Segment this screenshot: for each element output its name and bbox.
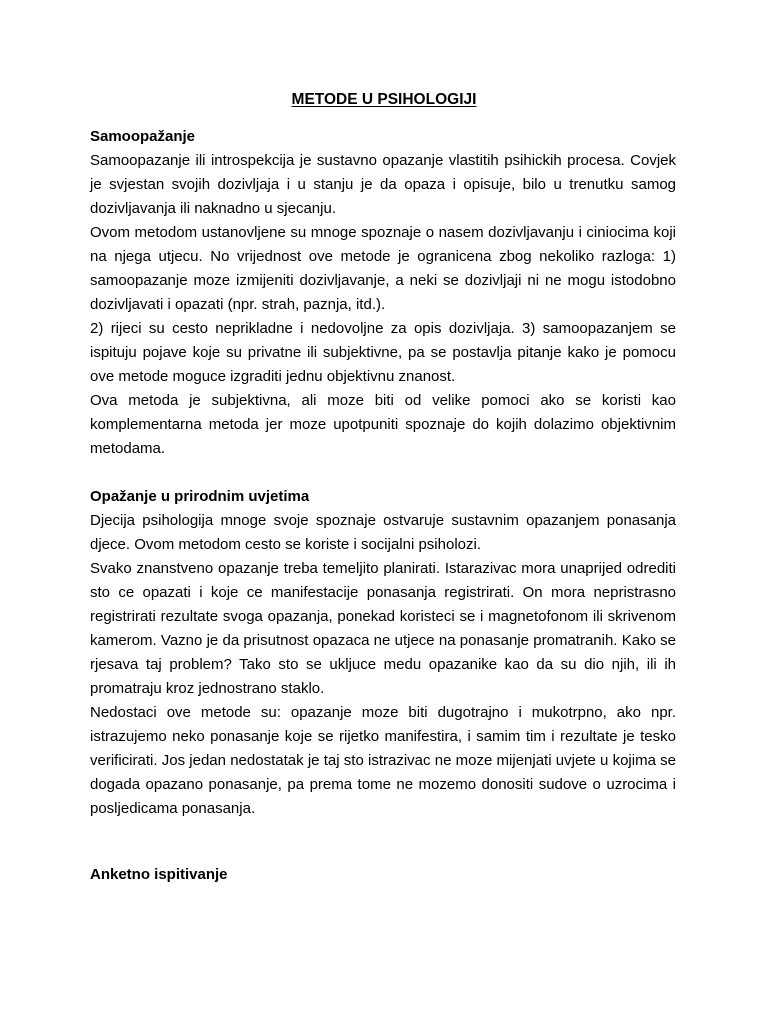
paragraph: Ova metoda je subjektivna, ali moze biti od velike pomoci ako se koristi kao komplementarna metoda jer moze upotpuniti spoznaje do kojih dolazimo objektivnim metodama. (90, 392, 676, 457)
section-heading: Anketno ispitivanje (90, 866, 228, 883)
paragraph: 2) rijeci su cesto neprikladne i nedovoljne za opis dozivljaja. 3) samoopazanjem se ispituju pojave koje su privatne ili subjektivne, pa se postavlja pitanje kako je pomocu ove metode moguce izgraditi jednu objektivnu znanost. (90, 320, 676, 385)
section-anketno-ispitivanje (90, 863, 676, 887)
document-title: METODE U PSIHOLOGIJI (291, 91, 477, 108)
section-heading: Opažanje u prirodnim uvjetima (90, 488, 310, 505)
paragraph: Svako znanstveno opazanje treba temeljito planirati. Istarazivac mora unaprijed odrediti sto ce opazati i koje ce manifestacije ponasanja registrirati. On mora nepristrasno registrirati rezultate svoga opazanja, ponekad koristeci se i magnetofonom ili skrivenom kamerom. Vazno je da prisutnost opazaca ne utjece na ponasanje promatranih. Kako se rjesava taj problem? Tako sto se ukljuce medu opazanike kao da su dio njih, ili ih promatraju kroz jednostrano staklo. (90, 560, 676, 697)
section-opazanje-u-prirodnim-uvjetima (90, 485, 676, 821)
paragraph: Ovom metodom ustanovljene su mnoge spoznaje o nasem dozivljavanju i ciniocima koji na njega utjecu. No vrijednost ove metode je ogranicena zbog nekoliko razloga: 1) samoopazanje moze izmijeniti dozivljavanje, a neki se dozivljaji ni ne mogu istodobno dozivljavati i opazati (npr. strah, paznja, itd.). (90, 224, 676, 313)
paragraph: Nedostaci ove metode su: opazanje moze biti dugotrajno i mukotrpno, ako npr. istrazujemo neko ponasanje koje se rijetko manifestira, i samim tim i rezultate je tesko verificirati. Jos jedan nedostatak je taj sto istrazivac ne moze mijenjati uvjete u kojima se dogada opazano ponasanje, pa prema tome ne mozemo donositi sudove o uzrocima i posljedicama ponasanja. (90, 704, 676, 817)
section-samoopazanje (90, 125, 676, 461)
paragraph: Djecija psihologija mnoge svoje spoznaje ostvaruje sustavnim opazanjem ponasanja djece. Ovom metodom cesto se koriste i socijalni psiholozi. (90, 512, 676, 553)
document-body (90, 125, 676, 887)
paragraph: Samoopazanje ili introspekcija je sustavno opazanje vlastitih psihickih procesa. Covjek je svjestan svojih dozivljaja i u stanju je da opaza i opisuje, bilo u trenutku samog dozivljavanja ili naknadno u sjecanju. (90, 152, 676, 217)
section-spacer (90, 461, 676, 485)
section-heading: Samoopažanje (90, 128, 196, 145)
section-spacer (90, 821, 676, 863)
